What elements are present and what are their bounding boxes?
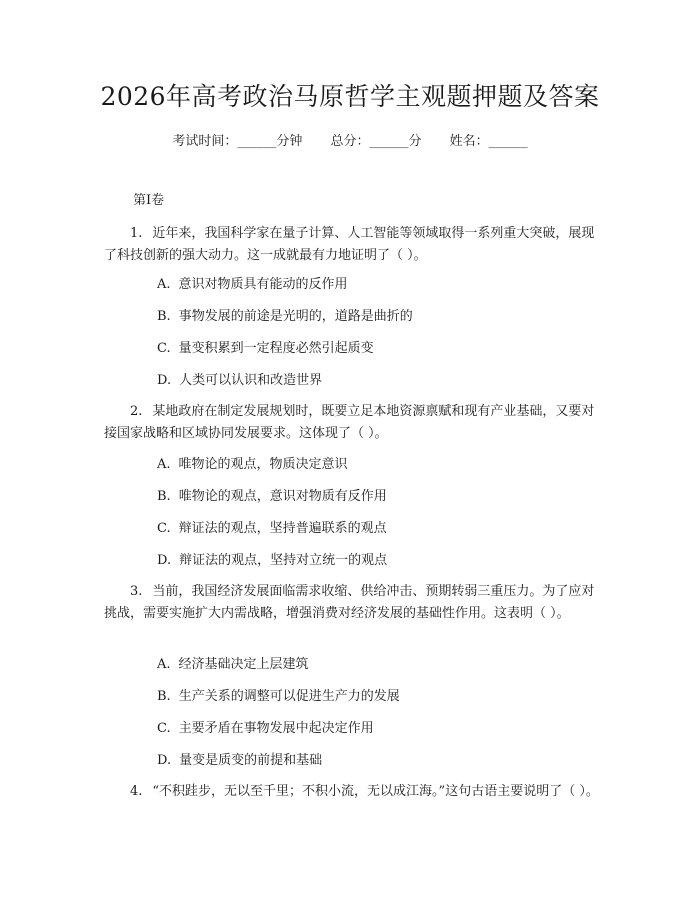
option-text: 辩证法的观点，坚持对立统一的观点 xyxy=(179,553,388,568)
option-letter: A. xyxy=(157,457,171,472)
question-1-option-b xyxy=(157,308,413,326)
option-text: 意识对物质具有能动的反作用 xyxy=(178,277,348,292)
question-2 xyxy=(104,401,604,445)
question-4 xyxy=(104,781,604,803)
question-1 xyxy=(104,223,604,267)
question-3 xyxy=(104,581,604,625)
option-letter: C. xyxy=(157,341,171,356)
question-1-option-d xyxy=(157,372,322,390)
option-text: 辩证法的观点，坚持普遍联系的观点 xyxy=(178,521,387,536)
option-text: 事物发展的前途是光明的，道路是曲折的 xyxy=(178,309,413,324)
question-number: 1. xyxy=(130,226,143,241)
question-1-option-c xyxy=(157,340,374,358)
total-score-field: 总分：______分 xyxy=(330,134,422,149)
option-letter: D. xyxy=(157,553,172,568)
option-text: 人类可以认识和改造世界 xyxy=(179,373,323,388)
question-text: 当前，我国经济发展面临需求收缩、供给冲击、预期转弱三重压力。为了应对挑战，需要实施扩大内需战略，增强消费对经济发展的基础性作用。这表明（ ）。 xyxy=(104,584,595,621)
option-letter: D. xyxy=(157,753,172,768)
question-3-option-b xyxy=(157,688,400,706)
option-letter: A. xyxy=(157,657,171,672)
question-2-option-d xyxy=(157,552,387,570)
exam-time-field: 考试时间：______分钟 xyxy=(172,134,303,149)
option-letter: C. xyxy=(157,521,171,536)
exam-meta xyxy=(0,133,700,151)
option-text: 主要矛盾在事物发展中起决定作用 xyxy=(178,721,374,736)
option-text: 量变是质变的前提和基础 xyxy=(179,753,323,768)
option-text: 经济基础决定上层建筑 xyxy=(178,657,309,672)
question-2-option-b xyxy=(157,488,387,506)
option-text: 量变积累到一定程度必然引起质变 xyxy=(178,341,374,356)
question-number: 4. xyxy=(130,784,143,799)
question-text: “不积跬步，无以至千里；不积小流，无以成江海。”这句古语主要说明了（ ）。 xyxy=(152,784,599,799)
question-3-option-a xyxy=(157,656,309,674)
question-2-option-c xyxy=(157,520,387,538)
question-3-option-d xyxy=(157,752,322,770)
question-number: 2. xyxy=(130,404,143,419)
option-letter: B. xyxy=(157,309,171,324)
option-letter: D. xyxy=(157,373,172,388)
option-text: 唯物论的观点，物质决定意识 xyxy=(178,457,348,472)
option-text: 唯物论的观点，意识对物质有反作用 xyxy=(178,489,387,504)
option-letter: B. xyxy=(157,689,171,704)
option-letter: B. xyxy=(157,489,171,504)
exam-title: 2026年高考政治马原哲学主观题押题及答案 xyxy=(100,82,600,111)
student-name-field: 姓名：______ xyxy=(449,134,528,149)
question-number: 3. xyxy=(130,584,143,599)
option-text: 生产关系的调整可以促进生产力的发展 xyxy=(178,689,400,704)
option-letter: A. xyxy=(157,277,171,292)
question-2-option-a xyxy=(157,456,348,474)
option-letter: C. xyxy=(157,721,171,736)
question-text: 近年来，我国科学家在量子计算、人工智能等领域取得一系列重大突破，展现了科技创新的强大动力。这一成就最有力地证明了（ ）。 xyxy=(104,226,595,263)
question-1-option-a xyxy=(157,276,348,294)
question-text: 某地政府在制定发展规划时，既要立足本地资源禀赋和现有产业基础，又要对接国家战略和区域协同发展要求。这体现了（ ）。 xyxy=(104,404,595,441)
section-heading: 第Ⅰ卷 xyxy=(133,193,165,208)
question-3-option-c xyxy=(157,720,374,738)
